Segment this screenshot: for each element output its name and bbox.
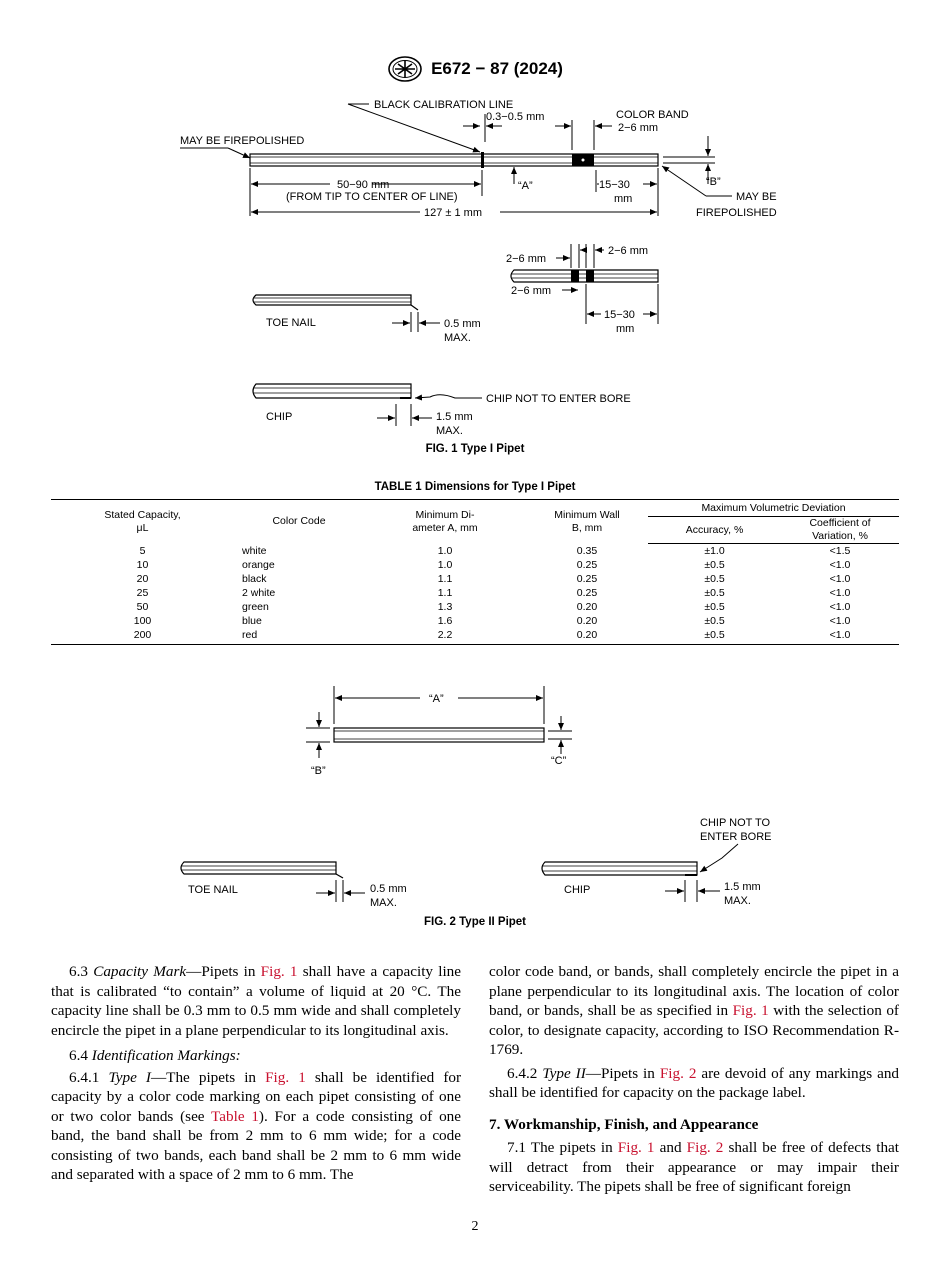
a-dim-label: “A” bbox=[518, 180, 533, 192]
para-6-4: 6.4 Identification Markings: bbox=[69, 1047, 241, 1064]
fig-1-link[interactable]: Fig. 1 bbox=[265, 1068, 306, 1086]
cell-capacity: 10 bbox=[136, 559, 149, 571]
cell-diameter: 1.1 bbox=[437, 587, 453, 599]
toe-max-label: 0.5 mm bbox=[444, 318, 481, 330]
cell-cov: <1.0 bbox=[829, 615, 851, 627]
toe-max2-label: MAX. bbox=[444, 332, 471, 344]
cell-cov: <1.0 bbox=[781, 628, 899, 645]
cell-color: green bbox=[242, 601, 269, 613]
page-number: 2 bbox=[471, 1219, 479, 1234]
figure-2-drawing bbox=[0, 680, 950, 914]
two-band-dist-unit: mm bbox=[616, 323, 635, 335]
two-band-left-top: 2−6 mm bbox=[506, 253, 547, 265]
type2-toe-nail bbox=[181, 862, 343, 878]
cell-wall: 0.20 bbox=[526, 628, 648, 645]
band-dist-unit: mm bbox=[614, 193, 633, 205]
chip-max2-label: MAX. bbox=[436, 425, 463, 437]
cell-diameter: 1.3 bbox=[437, 601, 453, 613]
astm-logo-icon bbox=[387, 56, 423, 82]
cell-cov: <1.0 bbox=[829, 573, 851, 585]
total-length-label: 127 ± 1 mm bbox=[424, 207, 483, 219]
page-header bbox=[0, 56, 950, 82]
from-tip-label: (FROM TIP TO CENTER OF LINE) bbox=[286, 191, 458, 203]
header-min-wall: Minimum Wall B, mm bbox=[526, 500, 648, 544]
cell-wall: 0.25 bbox=[576, 587, 598, 599]
para-6-4-2: 6.4.2 Type II—Pipets in Fig. 2 are devoid of any markings and shall be identified for capacity on the package label. bbox=[489, 1064, 900, 1101]
header-color-code: Color Code bbox=[234, 500, 364, 544]
cell-color: blue bbox=[242, 615, 262, 627]
chip-pipet bbox=[253, 384, 411, 398]
two-band-dist-label: 15−30 bbox=[604, 309, 635, 321]
cell-color: black bbox=[242, 573, 267, 585]
cell-capacity: 200 bbox=[51, 628, 234, 645]
two-band-pipet bbox=[511, 270, 658, 282]
two-band-left-bottom: 2−6 mm bbox=[511, 285, 552, 297]
fig2-chip-max: 1.5 mm bbox=[724, 881, 761, 893]
main-pipet bbox=[250, 152, 658, 168]
section-7-heading: 7. Workmanship, Finish, and Appearance bbox=[489, 1115, 759, 1133]
chip-label: CHIP bbox=[266, 411, 293, 423]
header-min-diameter: Minimum Di- ameter A, mm bbox=[364, 500, 526, 544]
fig2-chip-not-to: CHIP NOT TO bbox=[700, 817, 771, 829]
dimensions-table bbox=[51, 499, 899, 645]
two-band-right-top: 2−6 mm bbox=[608, 245, 649, 257]
para-7-1: 7.1 The pipets in Fig. 1 and Fig. 2 shall be free of defects that will detract from their appearance or may impair their serviceability. The pipets shall be free of significant foreign bbox=[489, 1139, 900, 1195]
cell-diameter: 2.2 bbox=[364, 628, 526, 645]
cell-color: orange bbox=[242, 559, 275, 571]
cell-cov: <1.5 bbox=[829, 545, 851, 557]
table-row bbox=[51, 614, 899, 628]
cell-accuracy: ±0.5 bbox=[704, 573, 725, 585]
cell-cov: <1.0 bbox=[829, 587, 851, 599]
cell-diameter: 1.1 bbox=[437, 573, 453, 585]
header-cov: Coefficient of Variation, % bbox=[781, 517, 899, 544]
table-row bbox=[51, 572, 899, 586]
fig-1-link[interactable]: Fig. 1 bbox=[260, 963, 298, 980]
toe-nail-label: TOE NAIL bbox=[266, 317, 316, 329]
black-calibration-label: BLACK CALIBRATION LINE bbox=[374, 99, 514, 111]
fig-1-link[interactable]: Fig. 1 bbox=[732, 1002, 769, 1019]
table-1-link[interactable]: Table 1 bbox=[211, 1107, 259, 1125]
cell-wall: 0.35 bbox=[576, 544, 598, 557]
cell-accuracy: ±0.5 bbox=[704, 559, 725, 571]
fig2-enter-bore: ENTER BORE bbox=[700, 831, 772, 843]
figure-2-caption: FIG. 2 Type II Pipet bbox=[423, 916, 527, 928]
table-row bbox=[51, 544, 899, 559]
header-capacity: Stated Capacity, μL bbox=[51, 500, 234, 544]
para-6-3: 6.3 Capacity Mark—Pipets in Fig. 1 shall have a capacity line that is calibrated “to contain” a volume of liquid at 20 °C. The capacity line shall be 0.3 mm to 0.5 mm wide and shall completely encircle the pipet in a plane perpendicular to its longitudinal axis. bbox=[51, 963, 461, 1039]
fig2-toe-max2: MAX. bbox=[370, 897, 397, 909]
band-width-label: 2−6 mm bbox=[618, 122, 659, 134]
color-band-label: COLOR BAND bbox=[616, 109, 689, 121]
calibration-line bbox=[481, 152, 484, 168]
firepolished-right-label: FIREPOLISHED bbox=[696, 207, 777, 219]
table-row bbox=[51, 600, 899, 614]
fig2-toe-max: 0.5 mm bbox=[370, 883, 407, 895]
cell-accuracy: ±0.5 bbox=[704, 587, 725, 599]
document-designation: E672 − 87 (2024) bbox=[431, 59, 563, 78]
left-column bbox=[51, 962, 461, 1187]
table-row bbox=[51, 586, 899, 600]
cell-color: 2 white bbox=[242, 587, 276, 599]
calib-width-label: 0.3−0.5 mm bbox=[486, 111, 545, 123]
header-accuracy: Accuracy, % bbox=[648, 517, 781, 544]
cell-cov: <1.0 bbox=[829, 559, 851, 571]
fig-2-link[interactable]: Fig. 2 bbox=[659, 1064, 697, 1082]
fig2-toe-nail-label: TOE NAIL bbox=[188, 884, 238, 896]
cell-capacity: 5 bbox=[139, 544, 146, 557]
table-row bbox=[51, 628, 899, 645]
type2-pipet bbox=[334, 728, 544, 742]
cell-wall: 0.25 bbox=[576, 559, 598, 571]
figure-1-drawing bbox=[0, 92, 950, 442]
cell-accuracy: ±0.5 bbox=[648, 628, 781, 645]
cell-capacity: 50 bbox=[136, 601, 149, 613]
toe-nail-pipet bbox=[253, 295, 418, 310]
fig2-a-label: “A” bbox=[429, 693, 444, 705]
cell-color: white bbox=[242, 544, 267, 557]
chip-not-enter-label: CHIP NOT TO ENTER BORE bbox=[486, 393, 631, 405]
fig2-chip-max2: MAX. bbox=[724, 895, 751, 907]
cell-accuracy: ±0.5 bbox=[704, 601, 725, 613]
cell-capacity: 25 bbox=[136, 587, 149, 599]
cell-accuracy: ±1.0 bbox=[704, 545, 725, 557]
table-row bbox=[51, 558, 899, 572]
chip-max-label: 1.5 mm bbox=[436, 411, 473, 423]
header-max-deviation: Maximum Volumetric Deviation bbox=[648, 500, 899, 517]
firepolished-left-label: MAY BE FIREPOLISHED bbox=[180, 135, 305, 147]
cell-cov: <1.0 bbox=[829, 601, 851, 613]
fig-1-link[interactable]: Fig. 1 bbox=[617, 1139, 655, 1156]
dist-tip-label: 50−90 mm bbox=[337, 179, 390, 191]
table-1-title: TABLE 1 Dimensions for Type I Pipet bbox=[374, 481, 576, 493]
cell-capacity: 20 bbox=[136, 573, 149, 585]
right-column bbox=[489, 962, 899, 1199]
cell-diameter: 1.6 bbox=[437, 615, 453, 627]
fig2-chip-label: CHIP bbox=[564, 884, 591, 896]
cell-diameter: 1.0 bbox=[437, 544, 453, 557]
fig-2-link[interactable]: Fig. 2 bbox=[686, 1139, 724, 1156]
figure-1-caption: FIG. 1 Type I Pipet bbox=[425, 443, 525, 455]
band-dist-label: 15−30 bbox=[599, 179, 630, 191]
cell-wall: 0.20 bbox=[576, 615, 598, 627]
may-be-label: MAY BE bbox=[736, 191, 777, 203]
cell-wall: 0.20 bbox=[576, 601, 598, 613]
cell-color: red bbox=[234, 628, 364, 645]
fig2-b-label: “B” bbox=[311, 765, 326, 777]
para-6-4-1-cont: color code band, or bands, shall completely encircle the pipet in a plane perpendicular to its longitudinal axis. The location of color band, or bands, shall be as specified in Fig. 1 with the selection of color, to designate capacity, according to ISO Recommendation R-1769. bbox=[489, 963, 899, 1058]
para-6-4-1: 6.4.1 Type I—The pipets in Fig. 1 shall be identified for capacity by a color code marking on each pipet consisting of one or two color bands (see Table 1). For a code consisting of one band, the band shall be from 2 mm to 6 mm wide; for a code consisting of two bands, each band shall be 2 mm to 6 mm wide and separated with a space of 2 mm to 6 mm. The bbox=[51, 1068, 462, 1183]
fig2-c-label: “C” bbox=[551, 755, 567, 767]
cell-wall: 0.25 bbox=[576, 573, 598, 585]
b-dim-label: “B” bbox=[706, 176, 721, 188]
cell-diameter: 1.0 bbox=[437, 559, 453, 571]
cell-accuracy: ±0.5 bbox=[704, 615, 725, 627]
cell-capacity: 100 bbox=[133, 615, 152, 627]
type2-chip bbox=[542, 862, 697, 875]
